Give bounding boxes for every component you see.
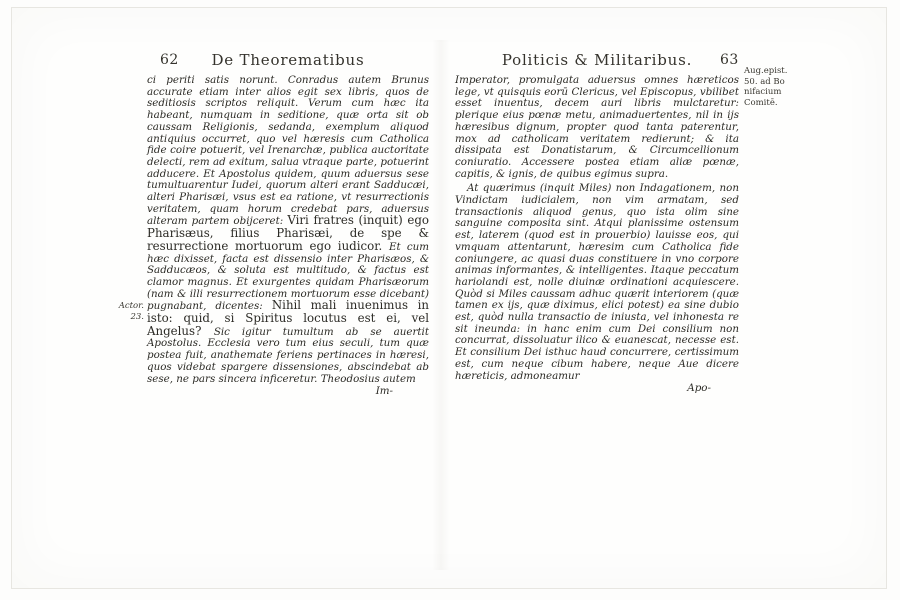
margin-note-line: Comitē.	[744, 97, 778, 108]
body-paragraph	[455, 75, 739, 180]
running-title-right: Politicis & Militaribus.	[501, 51, 693, 69]
body-paragraph	[147, 75, 429, 385]
right-page-text-column	[455, 75, 739, 395]
margin-note-line: Aug.epist.	[744, 66, 788, 76]
left-page-body	[147, 75, 429, 385]
catchword-left: Im-	[375, 385, 393, 398]
text-segment: At quærimus (inquit Miles) non Indagationem, non Vindictam iudicialem, non vim armatam, sed transactionis aliquod genus, quo ista olim sine sanguine composita sint. Atqui planissime ostensum est, laterem (quod est in prouerbio) lauisse eos, qui vmquam attentarunt, hæresim cum Catholica fide coniungere, ac quasi duas constituere in vno corpore animas informantes, & intelligentes. Itaque peccatum hariolandi est, nolle diuinæ ordinationi acquiescere. Quòd si Miles caussam adhuc quærit interiorem (quæ tamen ex ijs, quæ diximus, elici potest) ea sine dubio est, quòd nulla transactio de iniusta, vel inhonesta re sit ineunda: in hanc enim cum Dei consilium non concurrat, dissoluatur ilico & euanescat, necesse est. Et consilium Dei isthuc haud concurrere, certissimum est, cum neque cibum habere, neque Aue dicere hæreticis, admoneamur	[455, 182, 739, 382]
margin-note-line: 50. ad Bo	[744, 76, 785, 87]
margin-note-line: nifacium	[744, 87, 782, 97]
margin-note-citation	[744, 66, 798, 108]
margin-note-scripture-ref: Actor. 23.	[118, 301, 144, 322]
text-segment: Viri fratres (inquit) ego Pharisæus, filius Pharisæi, de spe & resurrectione mortuorum ego iudicor.	[147, 213, 430, 253]
left-page-text-column	[147, 75, 429, 398]
catchword-right: Apo-	[687, 382, 711, 395]
text-segment: Nihil mali inuenimus in isto: quid, si Spiritus locutus est ei, vel Angelus?	[147, 298, 429, 338]
right-page-body	[455, 75, 739, 382]
body-paragraph	[455, 183, 739, 382]
text-segment: Sic igitur tumultum ab se auertit Apostolus. Ecclesia vero tum eius seculi, tum quæ postea fuit, anathemate feriens pertinaces in hæresi, quos videbat spargere dissensiones, abscindebat ab sese, ne pars sincera inficeretur. Theodosius autem	[147, 325, 429, 385]
running-title-left: De Theorematibus	[211, 51, 365, 69]
page-number-left: 62	[160, 52, 179, 68]
text-segment: ci periti satis norunt. Conradus autem Brunus accurate etiam inter alios egit sex libris, quos de seditiosis scriptos reliquit. Verum cum hæc ita habeant, numquam in seditione, quæ orta sit ob caussam Religionis, sedanda, exemplum aliquod antiquius occurret, quo vel hæresis cum Catholica fide coire potuerit, vel Irenarchæ, publica auctoritate delecti, rem ad exitum, salua vtraque parte, potuerint adducere. Et Apostolus quidem, quum aduersus sese tumultuarentur Iudei, quorum alteri erant Sadducæi, alteri Pharisæi, vsus est ea ratione, vt resurrectionis veritatem, quam horum credebat pars, aduersus alteram partem obijceret:	[147, 74, 429, 228]
page-number-right: 63	[720, 52, 739, 68]
text-segment: Et cum hæc dixisset, facta est dissensio inter Pharisæos, & Sadducæos, & soluta est multitudo, & factus est clamor magnus. Et exurgentes quidam Pharisæorum (nam & illi resurrectionem mortuorum esse dicebant) pugnabant, dicentes:	[147, 240, 430, 313]
text-segment: Imperator, promulgata aduersus omnes hæreticos lege, vt quisquis eorū Clericus, vel Episcopus, vbilibet esset inuentus, decem auri libris mulctaretur: plerique eius pœnæ metu, animaduertentes, nil in ijs hæresibus dignum, propter quod tanta paterentur, mox ad catholicam veritatem redierunt; & ita dissipata est Donatistarum, & Circumcellionum coniuratio. Accessere postea etiam aliæ pœnæ, capitis, & ignis, de quibus egimus supra.	[455, 74, 739, 180]
page-gutter	[432, 40, 450, 570]
